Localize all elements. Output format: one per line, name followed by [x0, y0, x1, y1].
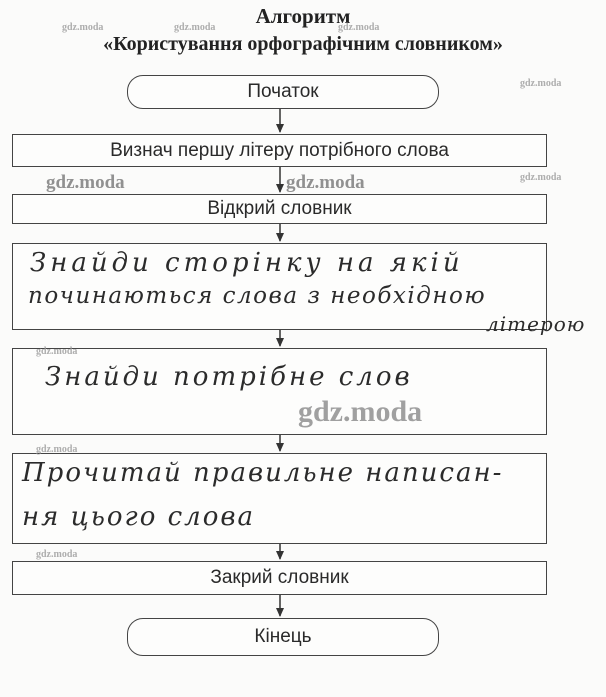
start-terminal: [127, 75, 439, 109]
end-terminal: [127, 618, 439, 656]
diagram-subtitle: «Користування орфографічним словником»: [103, 33, 503, 55]
watermark: gdz.moda: [36, 549, 78, 560]
step-1-label: Визнач першу літеру потрібного слова: [110, 139, 449, 161]
watermark: gdz.moda: [62, 22, 104, 33]
step-2-box: [12, 194, 547, 224]
step-5-handwritten-line-1: Прочитай правильне написан-: [22, 458, 504, 488]
watermark: gdz.moda: [174, 22, 216, 33]
step-5-handwritten-line-2: ня цього слова: [22, 502, 256, 532]
start-label: Початок: [247, 81, 319, 102]
step-2-label: Відкрий словник: [207, 198, 352, 219]
watermark: gdz.moda: [298, 395, 423, 428]
watermark: gdz.moda: [520, 172, 562, 183]
step-1-box: [12, 134, 547, 167]
step-3-handwritten-line-1: Знайди сторінку на якій: [30, 248, 464, 278]
step-4-handwritten-text: Знайди потрібне слов: [45, 362, 413, 392]
watermark: gdz.moda: [338, 22, 380, 33]
step-6-box: [12, 561, 547, 595]
watermark: gdz.moda: [46, 172, 125, 193]
step-3-handwritten-line-2: починаються слова з необхідною: [28, 283, 487, 309]
end-label: Кінець: [254, 626, 312, 647]
step-3-handwritten-line-3: літерою: [486, 312, 586, 336]
watermark: gdz.moda: [520, 78, 562, 89]
watermark: gdz.moda: [286, 172, 365, 193]
watermark: gdz.moda: [36, 444, 78, 455]
watermark: gdz.moda: [36, 346, 78, 357]
step-6-label: Закрий словник: [210, 567, 349, 588]
diagram-title: Алгоритм: [255, 4, 351, 28]
